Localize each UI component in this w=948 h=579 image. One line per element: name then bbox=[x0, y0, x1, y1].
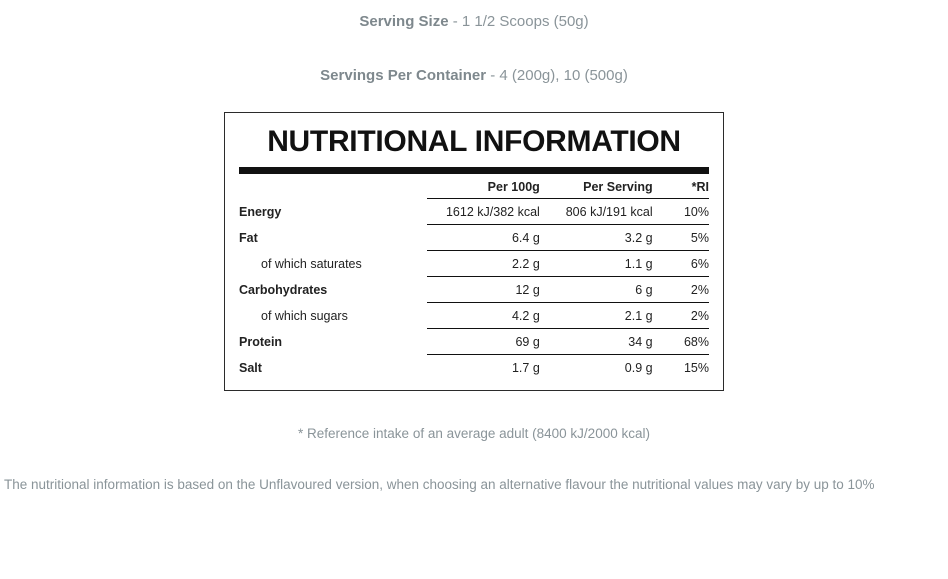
row-ri: 15% bbox=[683, 360, 709, 375]
row-label: Carbohydrates bbox=[239, 283, 328, 297]
table-row bbox=[239, 302, 709, 328]
row-per-100g: 1612 kJ/382 kcal bbox=[427, 198, 540, 224]
row-label: of which sugars bbox=[261, 309, 348, 323]
serving-size-value: - 1 1/2 Scoops (50g) bbox=[448, 13, 589, 30]
row-label: Fat bbox=[239, 231, 258, 245]
table-row bbox=[239, 328, 709, 354]
row-per-serving: 0.9 g bbox=[624, 360, 653, 375]
reference-intake-note: * Reference intake of an average adult (8400 kJ/2000 kcal) bbox=[298, 425, 650, 441]
row-per-serving: 3.2 g bbox=[540, 224, 653, 250]
row-ri: 5% bbox=[653, 224, 709, 250]
title-divider bbox=[239, 167, 709, 174]
row-ri: 2% bbox=[653, 302, 709, 328]
table-header-row bbox=[239, 174, 709, 199]
row-ri: 68% bbox=[653, 328, 709, 354]
row-label: Energy bbox=[239, 205, 282, 219]
table-body bbox=[239, 198, 709, 380]
row-per-serving: 2.1 g bbox=[540, 302, 653, 328]
column-header-per-serving: Per Serving bbox=[540, 174, 653, 199]
column-header-ri: *RI bbox=[653, 174, 709, 199]
row-per-serving: 806 kJ/191 kcal bbox=[540, 198, 653, 224]
row-label: Salt bbox=[239, 360, 262, 375]
table-row bbox=[239, 276, 709, 302]
servings-per-container-label: Servings Per Container bbox=[320, 67, 487, 84]
table-head bbox=[239, 174, 709, 199]
table-row bbox=[239, 354, 709, 380]
row-per-100g: 6.4 g bbox=[427, 224, 540, 250]
row-per-serving: 1.1 g bbox=[540, 250, 653, 276]
column-header-per-100g: Per 100g bbox=[427, 174, 540, 199]
row-per-100g: 4.2 g bbox=[427, 302, 540, 328]
row-ri: 6% bbox=[653, 250, 709, 276]
serving-size-label: Serving Size bbox=[359, 13, 449, 30]
row-label: Protein bbox=[239, 335, 283, 349]
table-row bbox=[239, 198, 709, 224]
nutrition-panel bbox=[224, 112, 724, 391]
row-ri: 2% bbox=[653, 276, 709, 302]
row-per-100g: 12 g bbox=[427, 276, 540, 302]
serving-size-line bbox=[0, 11, 948, 32]
servings-per-container-value: - 4 (200g), 10 (500g) bbox=[486, 67, 628, 84]
nutrition-page bbox=[0, 11, 948, 579]
row-per-serving: 34 g bbox=[540, 328, 653, 354]
nutrition-table bbox=[239, 174, 709, 380]
row-per-100g: 1.7 g bbox=[511, 360, 540, 375]
table-row bbox=[239, 250, 709, 276]
row-ri: 10% bbox=[653, 198, 709, 224]
column-header-name bbox=[239, 174, 427, 199]
row-per-100g: 69 g bbox=[427, 328, 540, 354]
table-row bbox=[239, 224, 709, 250]
servings-per-container-line bbox=[0, 65, 948, 86]
row-per-serving: 6 g bbox=[540, 276, 653, 302]
row-label: of which saturates bbox=[261, 257, 362, 271]
flavour-disclaimer: The nutritional information is based on the Unflavoured version, when choosing an alternative flavour the nutritional values may vary by up to 10% bbox=[4, 476, 875, 492]
panel-title: NUTRITIONAL INFORMATION bbox=[267, 125, 681, 158]
row-per-100g: 2.2 g bbox=[427, 250, 540, 276]
